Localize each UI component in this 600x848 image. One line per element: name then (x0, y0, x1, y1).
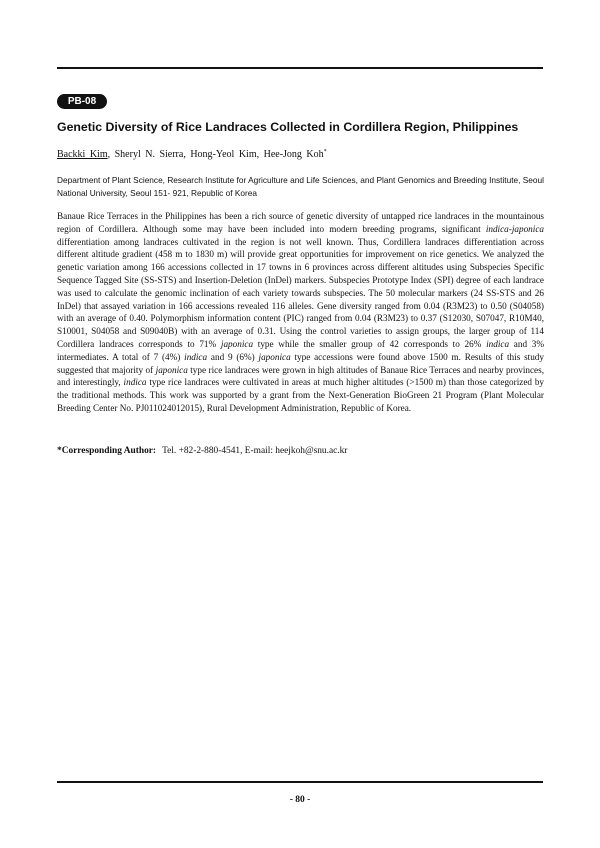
abstract-text: Banaue Rice Terraces in the Philippines has been a rich source of genetic diversity of untapped rice landraces in the mountainous region of Cordillera. Although some may have been included into modern breeding programs, significant (57, 211, 544, 234)
abstract-italic: japonica (155, 364, 188, 375)
author-presenting: Backki Kim (57, 149, 108, 160)
bottom-rule (57, 781, 543, 783)
author-corresponding: Hee-Jong Koh (263, 149, 324, 160)
paper-title: Genetic Diversity of Rice Landraces Collected in Cordillera Region, Philippines (57, 120, 519, 134)
abstract-text: type accessions were found above 1500 m. Results of this study suggested that majority of (57, 351, 544, 375)
page-number: - 80 - (289, 795, 311, 805)
corresponding-label: *Corresponding Author: (57, 446, 157, 456)
corresponding-author (57, 445, 347, 458)
author-list (57, 148, 327, 161)
abstract-text: and 3% intermediates. A total of 7 (4%) (57, 338, 545, 362)
abstract-text: type rice landraces were grown in high altitudes of Banaue Rice Terraces and nearby provinces, and interestingly, (57, 364, 544, 388)
top-rule (57, 67, 543, 69)
author-separator: , (183, 149, 191, 160)
abstract-italic: indica (184, 351, 208, 362)
abstract-text: differentiation among landraces cultivated in the region is not well known. Thus, Cordillera landraces differentiation across different altitude gradient (458 m to 1830 m) will provide great opportunities for improvement on rice genetics. We analyzed the genetic variation among 166 accessions collected in 17 towns in 6 provinces across different altitudes using Subspecies Specific Sequence Tagged Site (SS-STS) and Insertion-Deletion (InDel) markers. Subspecies Prototype Index (SPI) degree of each landrace was used to calculate the genomic inclination of each variety towards subspecies. The 50 molecular markers (24 SS-STS and 26 InDel) that assayed variation in 166 accessions revealed 116 alleles. Gene diversity ranged from 0.04 (R3M23) to 0.50 (S04058) with an average of 0.40. Polymorphism information content (PIC) ranged from 0.04 (R3M23) to 0.37 (S12030, S07047, R10M40, S10001, S04058 and S09040B) with an average of 0.31. Using the control varieties to assign groups, the larger group of 114 Cordillera landraces corresponds to 71% (57, 236, 544, 349)
abstract-text: type rice landraces were cultivated in areas at much higher altitudes (>1500 m) than those categorized by the traditional methods. This work was supported by a grant from the Next-Generation BioGreen 21 Program (Plant Molecular Breeding Center No. PJ011024012015), Rural Development Administration, Republic of Korea. (57, 377, 545, 413)
author: Sheryl N. Sierra (114, 149, 184, 160)
abstract-italic: japonica (258, 351, 291, 362)
author: Hong-Yeol Kim (190, 149, 257, 160)
affiliation: Department of Plant Science, Research Institute for Agriculture and Life Sciences, and Plant Genomics and Breeding Institute, Seoul National University, Seoul 151- 921, Republic of Korea (57, 175, 544, 198)
abstract-italic: indica (123, 377, 147, 388)
abstract-italic: japonica (220, 338, 254, 349)
abstract-italic: indica-japonica (485, 223, 544, 234)
abstract-body (57, 210, 544, 415)
abstract-text: and 9 (6%) (207, 351, 259, 362)
abstract-text: type while the smaller group of 42 corresponds to 26% (253, 338, 487, 349)
corresponding-mark: * (323, 149, 327, 155)
author-separator: , (256, 149, 264, 160)
author-separator: , (107, 149, 115, 160)
abstract-code-badge: PB-08 (57, 94, 107, 109)
corresponding-contact: Tel. +82-2-880-4541, E-mail: heejkoh@snu.ac.kr (162, 446, 348, 456)
abstract-italic: indica (486, 338, 510, 349)
